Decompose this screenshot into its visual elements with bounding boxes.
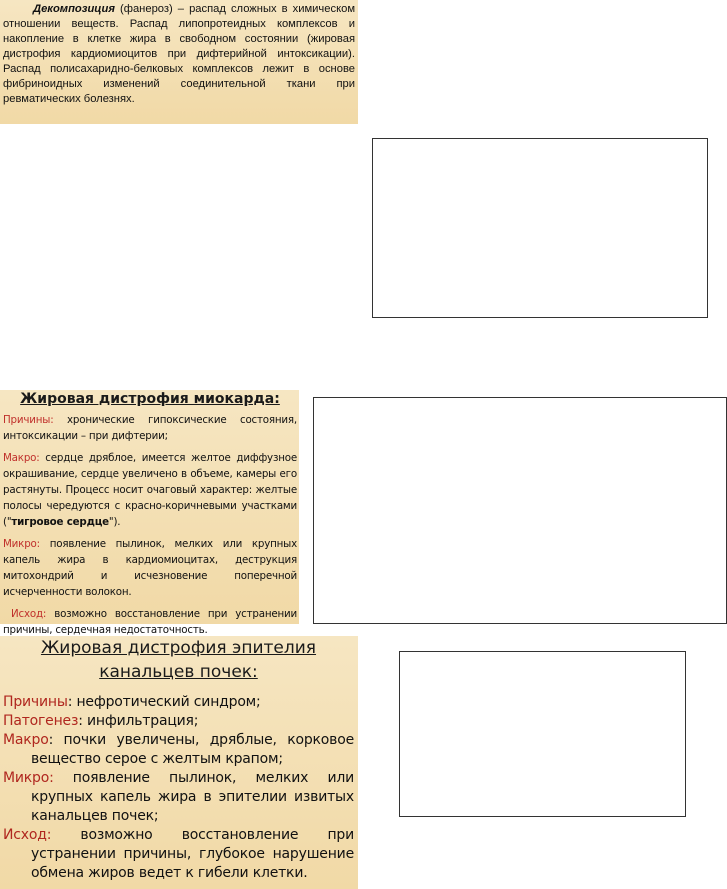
myocardium-micro [3, 536, 297, 600]
myocardium-outcome-label: Исход: [11, 608, 47, 620]
myocardium-causes [3, 412, 297, 444]
kidney-pathogenesis-label: Патогенез [3, 713, 79, 729]
kidney-title-line2: канальцев почек: [99, 662, 258, 682]
kidney-outcome [3, 826, 354, 883]
myocardium-title: Жировая дистрофия миокарда: [20, 391, 280, 407]
decomposition-paragraph [3, 2, 355, 107]
kidney-panel [0, 636, 358, 889]
kidney-macro-label: Макро [3, 732, 49, 748]
image-placeholder-3 [399, 651, 686, 817]
kidney-pathogenesis-text: : инфильтрация; [78, 713, 199, 729]
kidney-outcome-label: Исход: [3, 827, 52, 843]
kidney-micro [3, 769, 354, 826]
myocardium-macro [3, 450, 297, 530]
myocardium-macro-bold: тигровое сердце [11, 516, 109, 528]
decomposition-term: Декомпозиция [33, 3, 115, 15]
myocardium-macro-text-end: "). [108, 516, 121, 528]
kidney-outcome-text: возможно восстановление при устранении причины, глубокое нарушение обмена жиров ведет к гибели клетки. [31, 827, 354, 881]
decomposition-text: (фанероз) – распад сложных в химическом отношении веществ. Распад липопротеидных комплексов и накопление в клетке жира в свободном состоянии (жировая дистрофия кардиомиоцитов при дифтерийной интоксикации). Распад полисахаридно-белковых комплексов лежит в основе фибриноидных изменений соединительной ткани при ревматических болезнях. [3, 3, 356, 105]
kidney-micro-label: Микро: [3, 770, 54, 786]
myocardium-micro-text: появление пылинок, мелких или крупных капель жира в кардиомиоцитах, деструкция митохондрий и исчезновение поперечной исчерченности волокон. [3, 538, 298, 598]
image-placeholder-1 [372, 138, 708, 318]
kidney-micro-text: появление пылинок, мелких или крупных капель жира в эпителии извитых канальцев почек; [31, 770, 354, 824]
myocardium-macro-text: сердце дряблое, имеется желтое диффузное окрашивание, сердце увеличено в объеме, камеры его растянуты. Процесс носит очаговый характер: желтые полосы чередуются с красно-коричневыми участками (" [3, 452, 297, 528]
myocardium-outcome [3, 606, 297, 638]
myocardium-causes-label: Причины: [3, 414, 54, 426]
kidney-causes [3, 693, 354, 712]
kidney-macro [3, 731, 354, 769]
image-placeholder-2 [313, 397, 727, 624]
kidney-pathogenesis [3, 712, 354, 731]
myocardium-micro-label: Микро: [3, 538, 40, 550]
myocardium-macro-label: Макро: [3, 452, 40, 464]
myocardium-outcome-text: возможно восстановление при устранении причины, сердечная недостаточность. [3, 608, 298, 636]
kidney-causes-label: Причины [3, 694, 68, 710]
myocardium-panel [0, 390, 299, 636]
kidney-title-line1: Жировая дистрофия эпителия [40, 638, 317, 658]
myocardium-causes-text: хронические гипоксические состояния, интоксикации – при дифтерии; [3, 414, 297, 442]
kidney-macro-text: : почки увеличены, дряблые, корковое вещество серое с желтым крапом; [31, 732, 354, 767]
decomposition-panel [0, 0, 358, 124]
kidney-causes-text: : нефротический синдром; [67, 694, 261, 710]
